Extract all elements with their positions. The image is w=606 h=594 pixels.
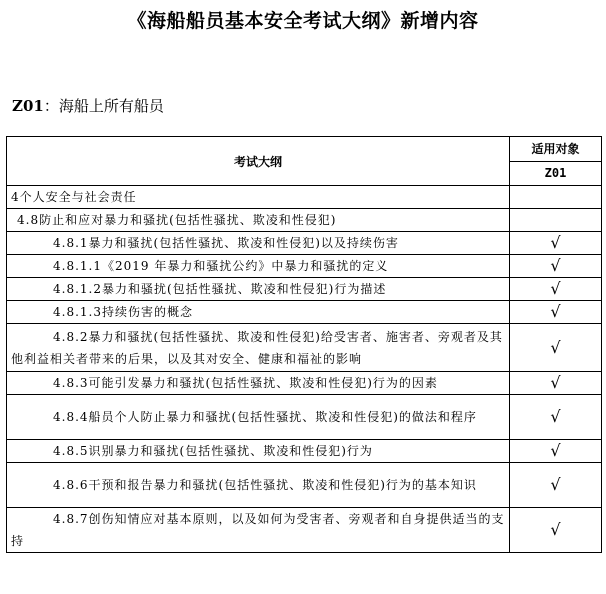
row-check-mark (510, 209, 602, 232)
table-row (7, 463, 602, 508)
table-row (7, 395, 602, 440)
row-text: 4.8.3可能引发暴力和骚扰(包括性骚扰、欺凌和性侵犯)行为的因素 (7, 372, 510, 395)
table-row (7, 324, 602, 372)
row-text: 4.8防止和应对暴力和骚扰(包括性骚扰、欺凌和性侵犯) (7, 209, 510, 232)
row-check-mark: √ (510, 395, 602, 440)
table-row (7, 232, 602, 255)
table-row (7, 508, 602, 553)
row-check-mark: √ (510, 463, 602, 508)
subtitle-text: ：海船上所有船员 (43, 97, 164, 115)
table-row (7, 301, 602, 324)
row-check-mark: √ (510, 508, 602, 553)
header-code: Z01 (510, 161, 602, 186)
row-check-mark: √ (510, 372, 602, 395)
table-row (7, 372, 602, 395)
row-check-mark: √ (510, 255, 602, 278)
row-text: 4.8.1.3持续伤害的概念 (7, 301, 510, 324)
section-subtitle (12, 95, 164, 116)
subtitle-code: Z01 (12, 97, 44, 115)
row-text: 4.8.1.2暴力和骚扰(包括性骚扰、欺凌和性侵犯)行为描述 (7, 278, 510, 301)
row-check-mark: √ (510, 324, 602, 372)
syllabus-table (6, 136, 602, 553)
row-text: 4.8.5识别暴力和骚扰(包括性骚扰、欺凌和性侵犯)行为 (7, 440, 510, 463)
document-title: 《海船船员基本安全考试大纲》新增内容 (127, 10, 479, 32)
table-row (7, 186, 602, 209)
row-text: 4.8.1.1《2019 年暴力和骚扰公约》中暴力和骚扰的定义 (7, 255, 510, 278)
header-target: 适用对象 (510, 137, 602, 162)
table-row (7, 209, 602, 232)
row-text: 4.8.6干预和报告暴力和骚扰(包括性骚扰、欺凌和性侵犯)行为的基本知识 (7, 463, 510, 508)
row-text: 4.8.2暴力和骚扰(包括性骚扰、欺凌和性侵犯)给受害者、施害者、旁观者及其他利益相关者带来的后果，以及其对安全、健康和福祉的影响 (7, 324, 510, 372)
row-text: 4.8.7创伤知情应对基本原则，以及如何为受害者、旁观者和自身提供适当的支持 (7, 508, 510, 553)
table-row (7, 440, 602, 463)
row-text: 4.8.1暴力和骚扰(包括性骚扰、欺凌和性侵犯)以及持续伤害 (7, 232, 510, 255)
row-check-mark: √ (510, 440, 602, 463)
row-check-mark: √ (510, 301, 602, 324)
header-syllabus: 考试大纲 (7, 137, 510, 186)
row-text: 4.8.4船员个人防止暴力和骚扰(包括性骚扰、欺凌和性侵犯)的做法和程序 (7, 395, 510, 440)
row-check-mark: √ (510, 232, 602, 255)
row-check-mark: √ (510, 278, 602, 301)
row-text: 4个人安全与社会责任 (7, 186, 510, 209)
row-check-mark (510, 186, 602, 209)
table-row (7, 278, 602, 301)
table-row (7, 255, 602, 278)
